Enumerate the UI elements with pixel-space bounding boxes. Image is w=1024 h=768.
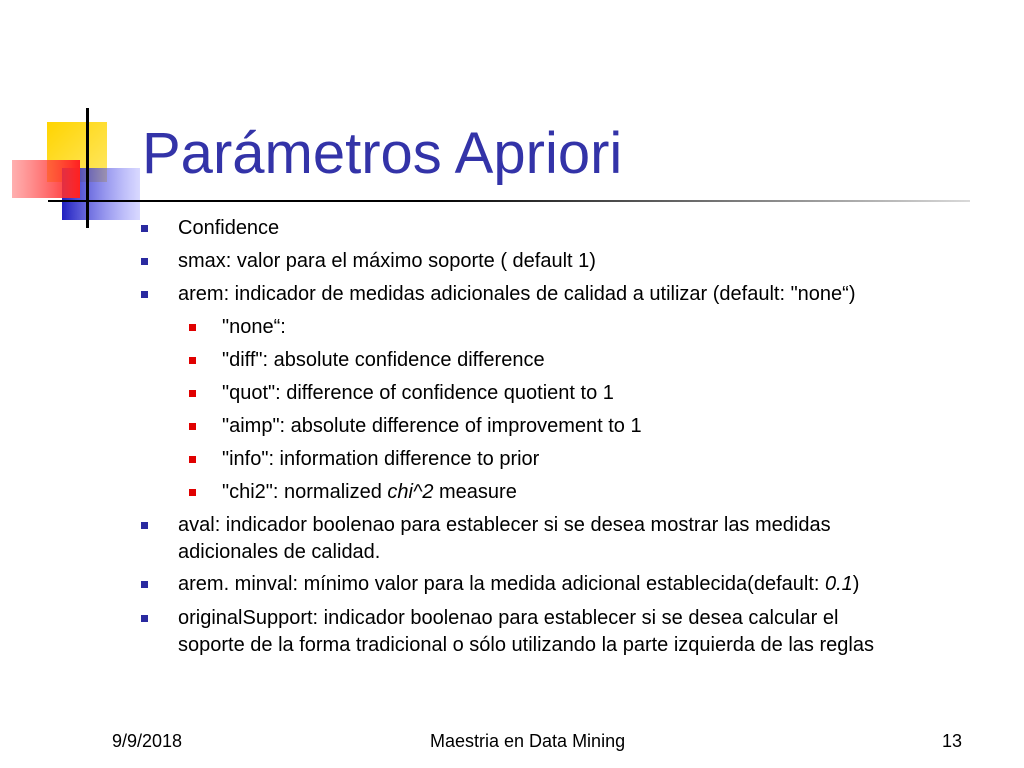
slide-title: Parámetros Apriori	[142, 121, 623, 186]
bullet-marker	[141, 258, 148, 265]
chi2-text-italic: chi^2	[387, 481, 434, 503]
sub-bullet-chi2	[222, 479, 517, 506]
sub-bullet-quot: "quot": difference of confidence quotient to 1	[222, 382, 614, 404]
sub-bullet-info: "info": information difference to prior	[222, 448, 540, 470]
bullet-aval-line2: adicionales de calidad.	[178, 541, 381, 563]
footer-date: 9/9/2018	[112, 731, 183, 751]
footer-page-number: 13	[942, 731, 963, 751]
sub-bullet-none: "none“:	[222, 316, 286, 338]
footer-title: Maestria en Data Mining	[430, 731, 626, 751]
chi2-text-pre: "chi2": normalized	[222, 481, 388, 503]
sub-bullet-marker	[189, 324, 196, 331]
bullet-original-support	[178, 605, 874, 659]
bullet-confidence: Confidence	[178, 217, 280, 239]
minval-text-post: )	[852, 573, 860, 595]
sub-bullet-diff: "diff": absolute confidence difference	[222, 349, 545, 371]
bullet-original-support-line1: originalSupport: indicador boolenao para establecer si se desea calcular el	[178, 607, 839, 629]
sub-bullet-aimp: "aimp": absolute difference of improvement to 1	[222, 415, 642, 437]
bullet-marker	[141, 615, 148, 622]
bullet-original-support-line2: soporte de la forma tradicional o sólo utilizando la parte izquierda de las reglas	[178, 634, 874, 656]
minval-text-pre: arem. minval: mínimo valor para la medida adicional establecida(default:	[178, 573, 825, 595]
chi2-text-post: measure	[433, 481, 517, 503]
bullet-marker	[141, 291, 148, 298]
bullet-aval	[178, 512, 831, 566]
bullet-aval-line1: aval: indicador boolenao para establecer si se desea mostrar las medidas	[178, 514, 831, 536]
sub-bullet-marker	[189, 390, 196, 397]
bullet-marker	[141, 225, 148, 232]
bullet-smax: smax: valor para el máximo soporte ( default 1)	[178, 250, 596, 272]
sub-bullet-marker	[189, 423, 196, 430]
sub-bullet-marker	[189, 357, 196, 364]
bullet-arem-minval	[178, 571, 859, 598]
sub-bullet-marker	[189, 489, 196, 496]
bullet-marker	[141, 522, 148, 529]
sub-bullet-marker	[189, 456, 196, 463]
minval-text-italic: 0.1	[824, 573, 853, 595]
bullet-arem: arem: indicador de medidas adicionales de calidad a utilizar (default: "none“)	[178, 283, 856, 305]
bullet-marker	[141, 581, 148, 588]
